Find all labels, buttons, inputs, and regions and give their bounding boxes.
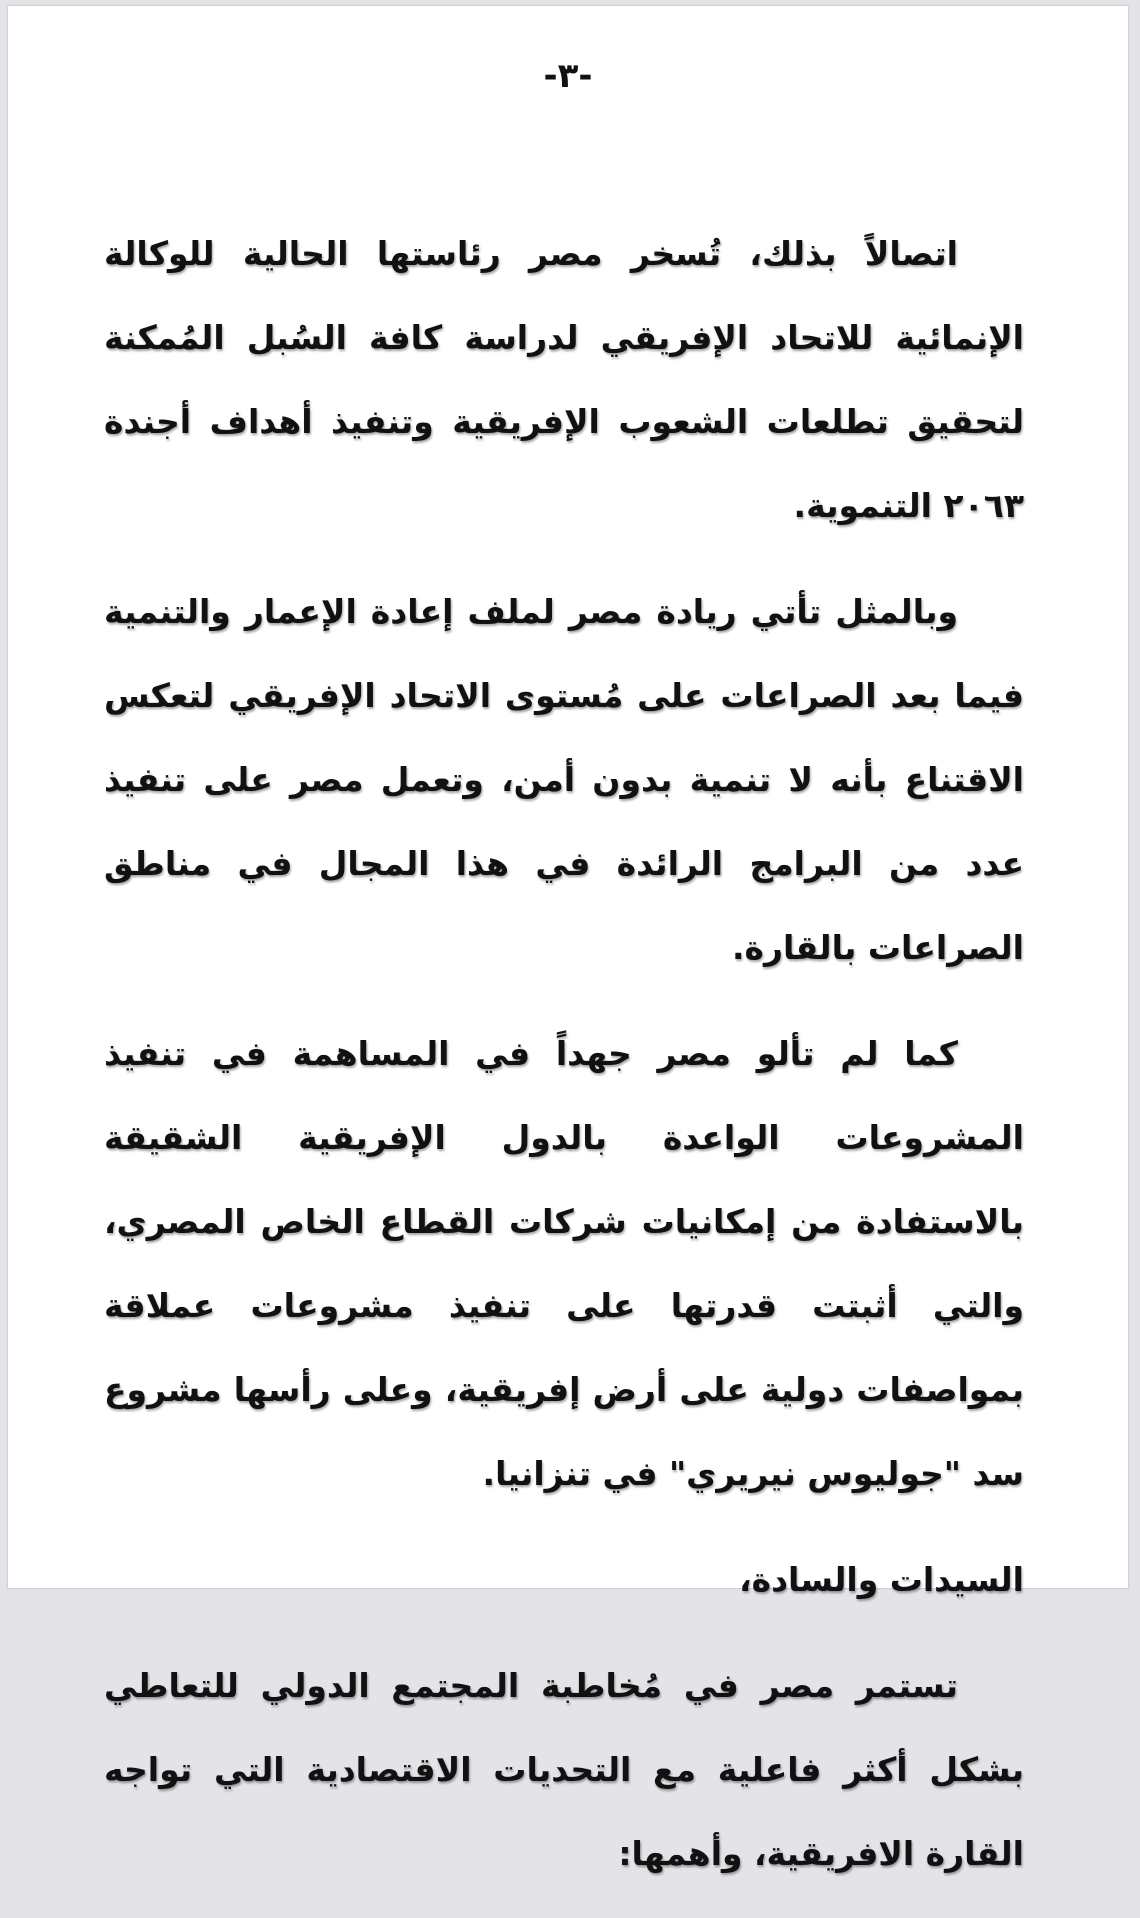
paragraph-economic-challenges: تستمر مصر في مُخاطبة المجتمع الدولي للتعاطي بشكل أكثر فاعلية مع التحديات الاقتصادية التي تواجه القارة الافريقية، وأهمها: [104,1666,1024,1873]
paragraph-post-conflict-reconstruction: وبالمثل تأتي ريادة مصر لملف إعادة الإعمار والتنمية فيما بعد الصراعات على مُستوى الاتحاد الإفريقي لتعكس الاقتناع بأنه لا تنمية بدون أمن، وتعمل مصر على تنفيذ عدد من البرامج الرائدة في هذا المجال في مناطق الصراعات بالقارة. [104,592,1024,967]
salutation: السيدات والسادة، [739,1560,1024,1599]
page-number: -٣- [543,56,593,96]
paragraph-au-development-agency: اتصالاً بذلك، تُسخر مصر رئاستها الحالية للوكالة الإنمائية للاتحاد الإفريقي لدراسة كافة السُبل المُمكنة لتحقيق تطلعات الشعوب الإفريقية وتنفيذ أهداف أجندة ٢٠٦٣ التنموية. [104,234,1024,525]
paragraph-egyptian-private-sector-projects: كما لم تألو مصر جهداً في المساهمة في تنفيذ المشروعات الواعدة بالدول الإفريقية الشقيقة بالاستفادة من إمكانيات شركات القطاع الخاص المصري، والتي أثبتت قدرتها على تنفيذ مشروعات عملاقة بمواصفات دولية على أرض إفريقية، وعلى رأسها مشروع سد "جوليوس نيريري" في تنزانيا. [104,1034,1024,1493]
document-page [8,6,1128,1873]
document-body [104,212,1024,1918]
